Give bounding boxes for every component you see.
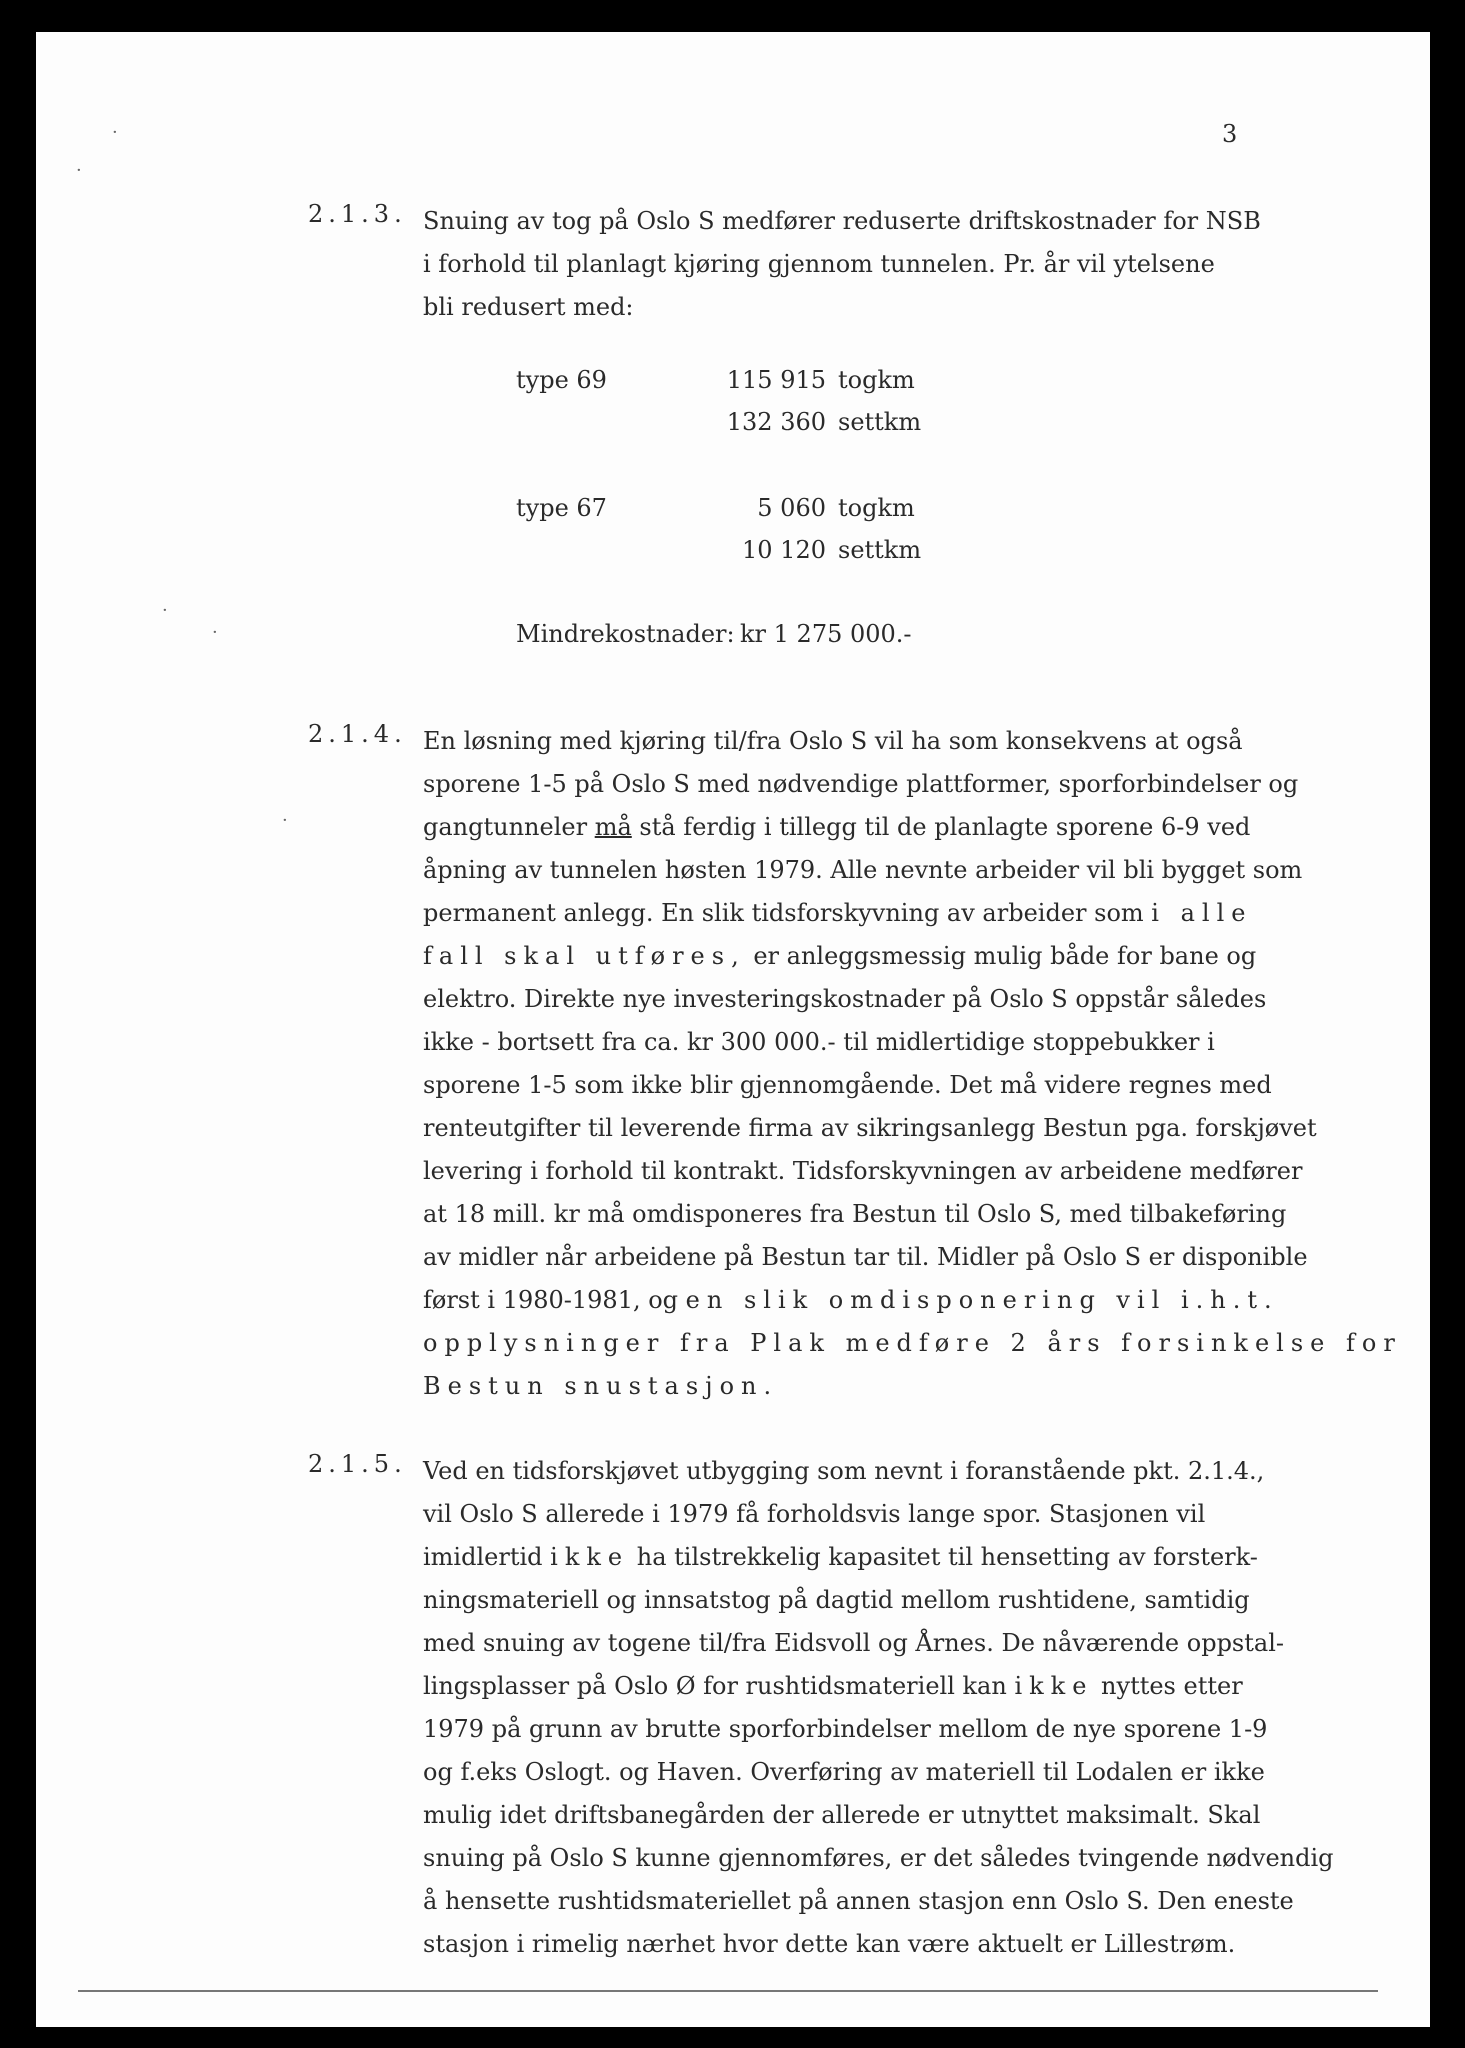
section-text <box>423 200 1363 329</box>
text-line: opplysninger fra Plak medføre 2 års forsinkelse for <box>423 1329 1402 1357</box>
document-page <box>36 32 1430 2027</box>
text-line: 1979 på grunn av brutte sporforbindelser mellom de nye sporene 1-9 <box>423 1715 1268 1743</box>
type-67-settkm-unit: settkm <box>838 536 922 564</box>
spaced-emphasis: ikke <box>1014 1672 1094 1700</box>
type-69-togkm-unit: togkm <box>838 366 915 394</box>
text-line: å hensette rushtidsmateriellet på annen stasjon enn Oslo S. Den eneste <box>423 1887 1294 1915</box>
text-span: gangtunneler <box>423 813 595 841</box>
page-number: 3 <box>1222 120 1238 148</box>
text-line: av midler når arbeidene på Bestun tar til. Midler på Oslo S er disponible <box>423 1243 1308 1271</box>
type-69-label: type 69 <box>516 366 607 394</box>
text-span: stå ferdig i tillegg til de planlagte sporene 6-9 ved <box>631 813 1251 841</box>
type-67-togkm-value: 5 060 <box>757 494 826 522</box>
text-line <box>423 806 1363 849</box>
section-number: 2.1.5. <box>308 1450 407 1478</box>
text-line: snuing på Oslo S kunne gjennomføres, er det således tvingende nødvendig <box>423 1844 1334 1872</box>
type-67-togkm-unit: togkm <box>838 494 915 522</box>
scan-speck: · <box>112 122 118 143</box>
text-line: sporene 1-5 som ikke blir gjennomgående. Det må videre regnes med <box>423 1071 1272 1099</box>
text-line: mulig idet driftsbanegården der allerede er utnyttet maksimalt. Skal <box>423 1801 1261 1829</box>
text-line <box>423 892 1363 935</box>
text-line <box>423 1536 1363 1579</box>
section-text <box>423 1450 1363 1966</box>
type-69-settkm-unit: settkm <box>838 408 922 436</box>
bottom-divider <box>78 1990 1378 1992</box>
underlined-word: må <box>594 813 632 841</box>
text-line: at 18 mill. kr må omdisponeres fra Bestun til Oslo S, med tilbakeføring <box>423 1200 1287 1228</box>
section-number: 2.1.3. <box>308 200 407 228</box>
text-span: lingsplasser på Oslo Ø for rushtidsmateriell kan <box>423 1672 1015 1700</box>
mindrekostnader-label: Mindrekostnader: <box>516 620 735 648</box>
text-line: renteutgifter til leverende firma av sikringsanlegg Bestun pga. forskjøvet <box>423 1114 1317 1142</box>
type-69-togkm-value: 115 915 <box>726 366 826 394</box>
text-line: Snuing av tog på Oslo S medfører reduserte driftskostnader for NSB <box>423 207 1261 235</box>
text-span: imidlertid <box>423 1543 551 1571</box>
text-line: og f.eks Oslogt. og Haven. Overføring av materiell til Lodalen er ikke <box>423 1758 1265 1786</box>
scan-speck: · <box>76 160 82 181</box>
text-line: i forhold til planlagt kjøring gjennom tunnelen. Pr. år vil ytelsene <box>423 250 1215 278</box>
scan-speck: · <box>212 622 218 643</box>
text-span: først i 1980-1981, og <box>423 1286 686 1314</box>
text-line: En løsning med kjøring til/fra Oslo S vil ha som konsekvens at også <box>423 727 1243 755</box>
spaced-emphasis: i alle <box>1151 899 1253 927</box>
text-span: permanent anlegg. En slik tidsforskyvning av arbeider som <box>423 899 1152 927</box>
scan-speck: · <box>162 600 168 621</box>
text-line: ningsmateriell og innsatstog på dagtid mellom rushtidene, samtidig <box>423 1586 1250 1614</box>
text-span: ha tilstrekkelig kapasitet til hensetting av forsterk- <box>629 1543 1258 1571</box>
type-69-settkm-value: 132 360 <box>726 408 826 436</box>
scan-speck: · <box>282 810 288 831</box>
text-line: sporene 1-5 på Oslo S med nødvendige plattformer, sporforbindelser og <box>423 770 1299 798</box>
text-line: levering i forhold til kontrakt. Tidsforskyvningen av arbeidene medfører <box>423 1157 1303 1185</box>
text-line: bli redusert med: <box>423 293 634 321</box>
text-span: nyttes etter <box>1093 1672 1243 1700</box>
type-67-label: type 67 <box>516 494 607 522</box>
text-line: elektro. Direkte nye investeringskostnader på Oslo S oppstår således <box>423 985 1267 1013</box>
text-line <box>423 935 1363 978</box>
type-67-settkm-value: 10 120 <box>742 536 826 564</box>
text-span: er anleggsmessig mulig både for bane og <box>745 942 1257 970</box>
text-line <box>423 1279 1363 1322</box>
text-line <box>423 1665 1363 1708</box>
text-line: stasjon i rimelig nærhet hvor dette kan være aktuelt er Lillestrøm. <box>423 1930 1236 1958</box>
mindrekostnader-value: kr 1 275 000.- <box>740 620 912 648</box>
text-line: Bestun snustasjon. <box>423 1372 779 1400</box>
text-line: vil Oslo S allerede i 1979 få forholdsvis lange spor. Stasjonen vil <box>423 1500 1206 1528</box>
section-number: 2.1.4. <box>308 720 407 748</box>
section-text <box>423 720 1402 1408</box>
text-line: Ved en tidsforskjøvet utbygging som nevnt i foranstående pkt. 2.1.4., <box>423 1457 1265 1485</box>
spaced-emphasis: en slik omdisponering vil i.h.t. <box>685 1286 1279 1314</box>
text-line: med snuing av togene til/fra Eidsvoll og Årnes. De nåværende oppstal- <box>423 1629 1284 1657</box>
spaced-emphasis: fall skal utføres, <box>423 942 746 970</box>
text-line: åpning av tunnelen høsten 1979. Alle nevnte arbeider vil bli bygget som <box>423 856 1303 884</box>
text-line: ikke - bortsett fra ca. kr 300 000.- til midlertidige stoppebukker i <box>423 1028 1215 1056</box>
spaced-emphasis: ikke <box>550 1543 630 1571</box>
